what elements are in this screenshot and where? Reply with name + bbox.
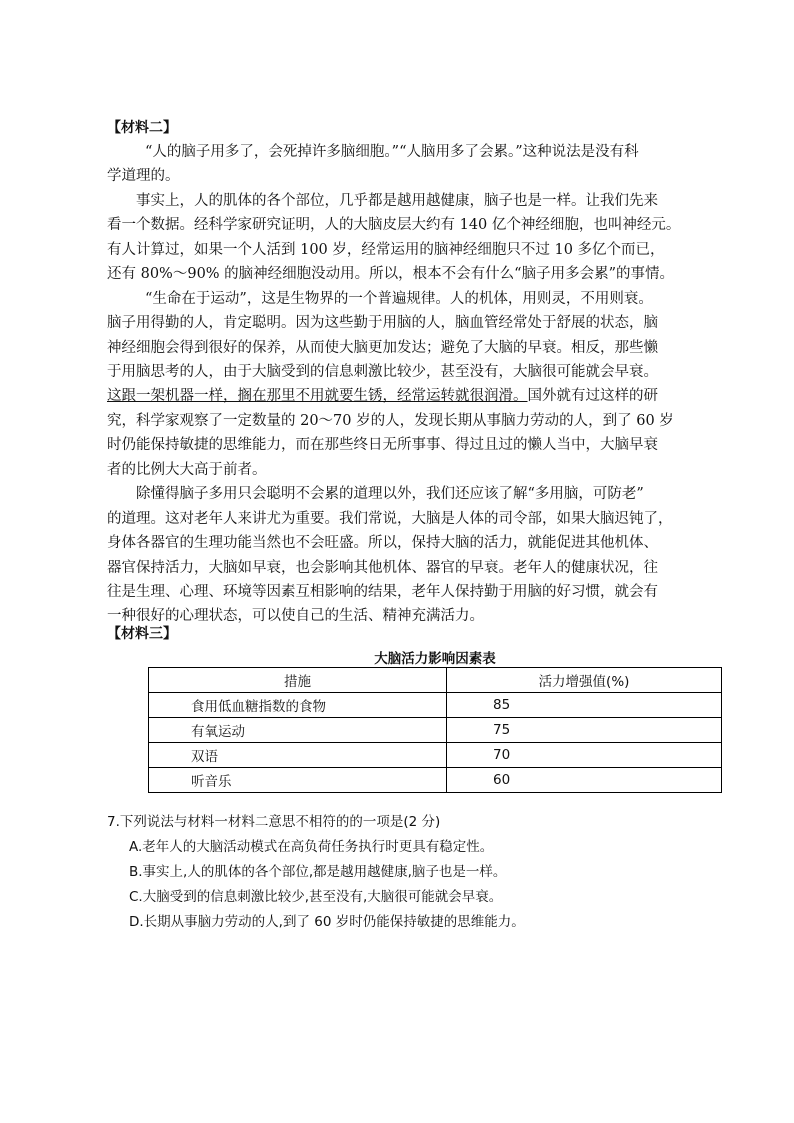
paragraph-line: 者的比例大大高于前者。 [107, 462, 267, 478]
paragraph-line: 除懂得脑子多用只会聪明不会累的道理以外，我们还应该了解“多用脑，可防老” [136, 486, 644, 502]
option-d: D.长期从事脑力劳动的人,到了 60 岁时仍能保持敏捷的思维能力。 [129, 914, 525, 930]
cell-value: 85 [447, 693, 722, 718]
paragraph-line: 究，科学家观察了一定数量的 20～70 岁的人，发现长期从事脑力劳动的人，到了 60 岁 [107, 413, 674, 429]
option-c: C.大脑受到的信息刺激比较少,甚至没有,大脑很可能就会早衰。 [129, 889, 503, 905]
table-header-row [149, 668, 722, 693]
cell-measure: 有氧运动 [149, 718, 447, 743]
underlined-sentence: 这跟一架机器一样，搁在那里不用就要生锈，经常运转就很润滑。 [107, 388, 528, 404]
paragraph-line: 一种很好的心理状态，可以使自己的生活、精神充满活力。 [107, 608, 484, 624]
cell-measure: 听音乐 [149, 768, 447, 793]
cell-value: 75 [447, 718, 722, 743]
cell-measure: 食用低血糖指数的食物 [149, 693, 447, 718]
paragraph-line: 脑子用得勤的人，肯定聪明。因为这些勤于用脑的人，脑血管经常处于舒展的状态，脑 [107, 315, 658, 331]
paragraph-line: 的道理。这对老年人来讲尤为重要。我们常说，大脑是人体的司令部，如果大脑迟钝了， [107, 511, 673, 527]
table-title: 大脑活力影响因素表 [374, 651, 496, 667]
cell-value: 60 [447, 768, 722, 793]
paragraph-line: 时仍能保持敏捷的思维能力，而在那些终日无所事事、得过且过的懒人当中，大脑早衰 [107, 437, 658, 453]
paragraph-line: “人的脑子用多了，会死掉许多脑细胞。”“人脑用多了会累。”这种说法是没有科 [145, 144, 639, 160]
paragraph-line: 器官保持活力，大脑如早衰，也会影响其他机体、器官的早衰。老年人的健康状况，往 [107, 560, 658, 576]
paragraph-line: 还有 80%～90% 的脑神经细胞没动用。所以，根本不会有什么“脑子用多会累”的事情。 [107, 266, 674, 282]
paragraph-line [107, 386, 658, 406]
paragraph-line: 往是生理、心理、环境等因素互相影响的结果，老年人保持勤于用脑的好习惯，就会有 [107, 584, 658, 600]
paragraph-line: 神经细胞会得到很好的保养，从而使大脑更加发达；避免了大脑的早衰。相反，那些懒 [107, 340, 658, 356]
option-a: A.老年人的大脑活动模式在高负荷任务执行时更具有稳定性。 [129, 839, 494, 855]
paragraph-line: 于用脑思考的人，由于大脑受到的信息刺激比较少，甚至没有，大脑很可能就会早衰。 [107, 364, 658, 380]
paragraph-line: 有人计算过，如果一个人活到 100 岁，经常运用的脑神经细胞只不过 10 多亿个而已， [107, 242, 665, 258]
table-row [149, 743, 722, 768]
factors-table [148, 667, 722, 793]
table-row [149, 693, 722, 718]
material3-heading: 【材料三】 [107, 626, 177, 642]
paragraph-line: 身体各器官的生理功能当然也不会旺盛。所以，保持大脑的活力，就能促进其他机体、 [107, 535, 658, 551]
paragraph-text: 国外就有过这样的研 [527, 388, 658, 404]
question-stem: 7.下列说法与材料一材料二意思不相符的的一项是(2 分) [107, 814, 441, 830]
paragraph-line: 看一个数据。经科学家研究证明，人的大脑皮层大约有 140 亿个神经细胞，也叫神经元。 [107, 217, 681, 233]
header-measure: 措施 [149, 668, 447, 693]
cell-value: 70 [447, 743, 722, 768]
paragraph-line: 学道理的。 [107, 168, 180, 184]
paragraph-line: “生命在于运动”，这是生物界的一个普遍规律。人的机体，用则灵，不用则衰。 [145, 291, 653, 307]
table-row [149, 768, 722, 793]
cell-measure: 双语 [149, 743, 447, 768]
material2-heading: 【材料二】 [107, 120, 177, 136]
paragraph-line: 事实上，人的肌体的各个部位，几乎都是越用越健康，脑子也是一样。让我们先来 [136, 193, 658, 209]
option-b: B.事实上,人的肌体的各个部位,都是越用越健康,脑子也是一样。 [129, 864, 507, 880]
table-row [149, 718, 722, 743]
header-value: 活力增强值(%) [447, 668, 722, 693]
